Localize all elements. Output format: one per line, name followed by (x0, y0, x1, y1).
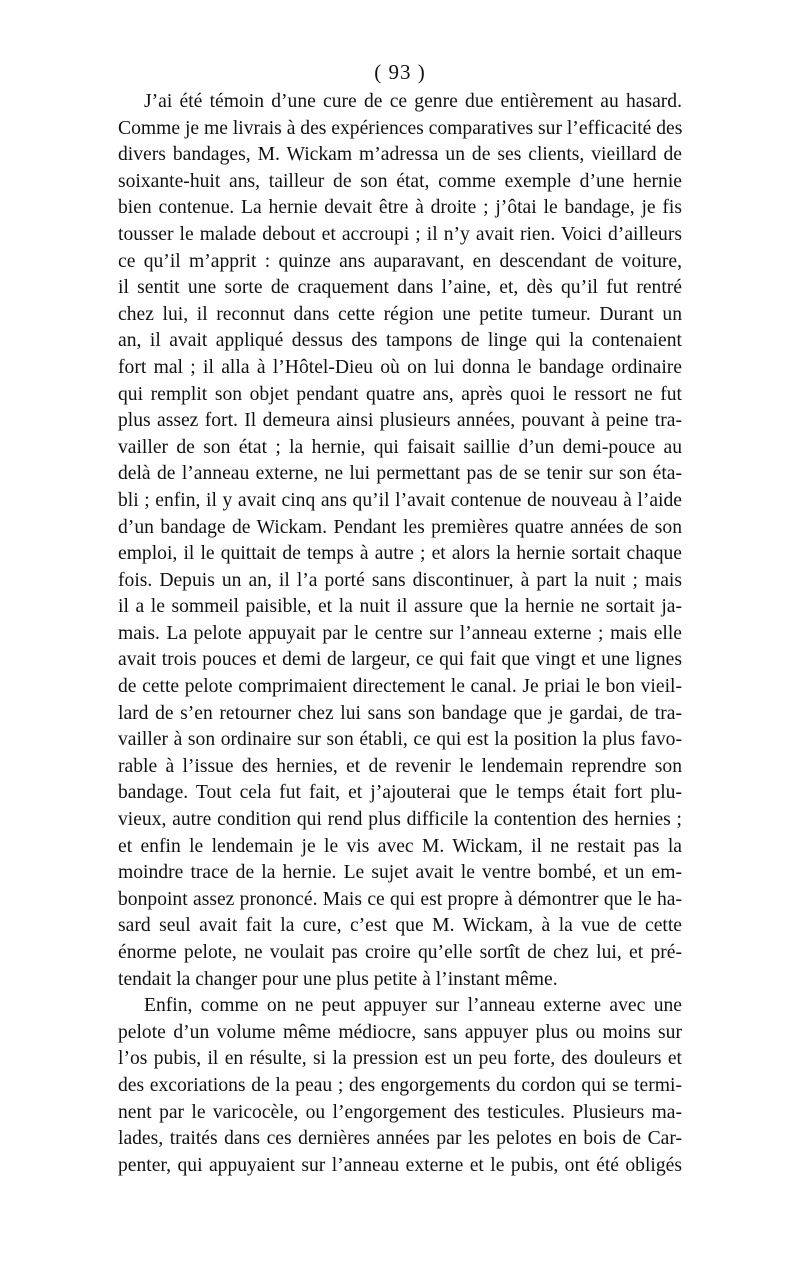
text-line: divers bandages, M. Wickam m’adressa un de ses clients, vieillard de (118, 144, 682, 166)
text-line: an, il avait appliqué dessus des tampons de linge qui la contenaient (118, 330, 682, 352)
text-line: J’ai été témoin d’une cure de ce genre due entièrement au hasard. (144, 91, 682, 112)
text-line: plus assez fort. Il demeura ainsi plusieurs années, pouvant à peine tra- (118, 410, 682, 432)
text-line: et enfin le lendemain je le vis avec M. Wickam, il ne restait pas la (118, 835, 682, 857)
text-line: d’un bandage de Wickam. Pendant les premières quatre années de son (118, 516, 682, 538)
text-line: pelote d’un volume même médiocre, sans appuyer plus ou moins sur (118, 1021, 682, 1043)
text-line: soixante-huit ans, tailleur de son état, comme exemple d’une hernie (118, 170, 682, 192)
text-line: nent par le varicocèle, ou l’engorgement des testicules. Plusieurs ma- (118, 1101, 682, 1123)
page-number: ( 93 ) (374, 60, 426, 84)
text-line: ce qu’il m’apprit : quinze ans auparavant, en descendant de voiture, (118, 250, 682, 272)
text-line: emploi, il le quittait de temps à autre ; et alors la hernie sortait chaque (118, 543, 682, 565)
text-line: bli ; enfin, il y avait cinq ans qu’il l’avait contenue de nouveau à l’aide (118, 489, 682, 511)
text-line: rable à l’issue des hernies, et de revenir le lendemain reprendre son (118, 755, 682, 777)
text-line: tousser le malade debout et accroupi ; il n’y avait rien. Voici d’ailleurs (118, 223, 682, 245)
text-line: bonpoint assez prononcé. Mais ce qui est propre à démontrer que le ha- (118, 888, 682, 910)
text-line: chez lui, il reconnut dans cette région une petite tumeur. Durant un (118, 303, 682, 325)
text-line: fois. Depuis un an, il l’a porté sans discontinuer, à part la nuit ; mais (118, 569, 682, 591)
text-line: vailler à son ordinaire sur son établi, ce qui est la position la plus favo- (118, 729, 682, 751)
text-line: vailler de son état ; la hernie, qui faisait saillie d’un demi-pouce au (118, 436, 682, 458)
text-line: moindre trace de la hernie. Le sujet avait le ventre bombé, et un em- (118, 862, 682, 884)
body-text (118, 89, 682, 1179)
text-line: il sentit une sorte de craquement dans l’aine, et, dès qu’il fut rentré (118, 277, 682, 299)
text-line: tendait la changer pour une plus petite à l’instant même. (118, 968, 558, 990)
text-line: bandage. Tout cela fut fait, et j’ajouterai que le temps était fort plu- (118, 782, 682, 804)
text-line: de cette pelote comprimaient directement le canal. Je priai le bon vieil- (118, 676, 682, 698)
text-line: fort mal ; il alla à l’Hôtel-Dieu où on lui donna le bandage ordinaire (118, 356, 682, 378)
text-line: qui remplit son objet pendant quatre ans, après quoi le ressort ne fut (118, 383, 682, 405)
text-line: delà de l’anneau externe, ne lui permettant pas de se tenir sur son éta- (118, 463, 682, 485)
text-line: mais. La pelote appuyait par le centre sur l’anneau externe ; mais elle (118, 622, 682, 644)
text-line: avait trois pouces et demi de largeur, ce qui fait que vingt et une lignes (118, 649, 682, 671)
text-line: bien contenue. La hernie devait être à droite ; j’ôtai le bandage, je fis (118, 197, 682, 219)
text-line: il a le sommeil paisible, et la nuit il assure que la hernie ne sortait ja- (118, 596, 682, 618)
text-line: lades, traités dans ces dernières années par les pelotes en bois de Car- (118, 1128, 682, 1150)
text-line: des excoriations de la peau ; des engorgements du cordon qui se termi- (118, 1074, 682, 1096)
text-line: énorme pelote, ne voulait pas croire qu’elle sortît de chez lui, et pré- (118, 942, 682, 963)
text-line: l’os pubis, il en résulte, si la pression est un peu forte, des douleurs et (118, 1048, 682, 1070)
text-line: penter, qui appuyaient sur l’anneau externe et le pubis, ont été obligés (118, 1154, 682, 1176)
text-line: Comme je me livrais à des expériences comparatives sur l’efficacité des (118, 117, 683, 139)
text-line: vieux, autre condition qui rend plus difficile la contention des hernies ; (118, 809, 682, 831)
text-line: Enfin, comme on ne peut appuyer sur l’anneau externe avec une (144, 995, 682, 1017)
text-line: sard seul avait fait la cure, c’est que M. Wickam, à la vue de cette (118, 915, 682, 937)
text-line: lard de s’en retourner chez lui sans son bandage que je gardai, de tra- (118, 702, 682, 724)
